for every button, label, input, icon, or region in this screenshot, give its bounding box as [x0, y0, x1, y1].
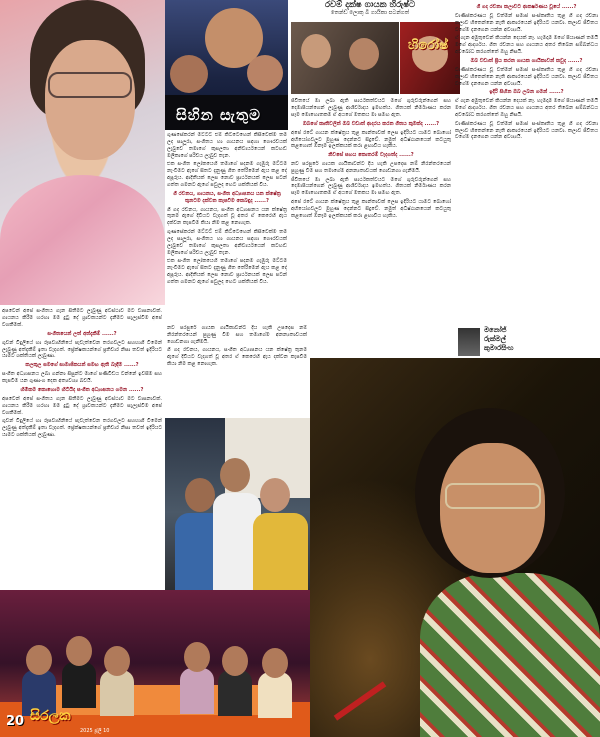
paragraph: එක සංගීත ලෝකයෙහි තමාගේ පදනම ගැඹුරු මට්ටම නැංවීමට ඇගේ සිතට දැනුණු ගීත තේරීමෙන් ඇය කළ දේ අපූරුය. ආදිතීයක් ලෙස නොව ප්‍රාර්ථනයක් ලෙස පටන් ගත්ත ගමනට ඇගේ පවුලද හෙට ශක්තියක් විය. — [167, 161, 287, 188]
author-name — [484, 326, 514, 353]
page-number: 20 — [6, 714, 25, 729]
paragraph: ගී ගද රචනය, ගායනය, සංගීත අධ්‍යාපනය යන ක්ෂේත්‍ර තුනම ඇගේ දිවියට වැදගත් වූ අතර ඒ කෙරෙහි ඇය දක්වන කැපවීම කියා නිම කළ නොහැක. — [167, 206, 287, 227]
paragraph: වාණිජකරණය වූ වත්මන් සමාජ සංස්කෘතිය තුළ ගී ගද රචනා කලාව හිතෙන්නෙ නැති ආකාරයෙන් ඉදිරියට යනවා. කලාව ජීවිතය වගේම දැනගෙන යන්න අවශ්‍යයි. — [455, 120, 598, 141]
duo-photo — [291, 22, 399, 94]
paragraph: ගුණසේකරන් මට්ටට් එම් කිට්ටෙහෙන් කිසිවෙක්ම තම ලද සාලූරා, සංගීතය හා ගායනය සඳහා ගෞරවයක් ලැබුවෙ තමාගේ කුසලතා අනිවාර්යයෙන් කටහඬ මලිකාගේ පරිචය ලැබුව තැන. — [167, 132, 287, 159]
star-name: හිරෝෂ් — [408, 38, 449, 53]
group-person-3-body — [253, 513, 308, 590]
question-heading: ඔබගේ කෘතිවලින් ඔබ වඩාත් ආදරය කරන ගීතය කුමක්ද ......? — [302, 120, 440, 127]
column-3 — [291, 98, 451, 323]
paragraph: ගුවන් විදුලියේ හා රූපවාහිනියේ පැවැත්වෙන තරගවලට සහභාගී වීමෙන් ලැබුණු අත්දැකීම් ඉතා වැදගත්. ප්‍රේක්ෂකයන්ගේ ප්‍රතිචාර නිසා තවත් ඉදිරියට යාමට ශක්තියක් ලැබුණා. — [2, 339, 162, 360]
stage-person-3-face — [104, 646, 130, 676]
portrait-glasses — [445, 483, 541, 509]
paragraph: වාණිජකරණය වූ වත්මන් සමාජ සංස්කෘතිය තුළ ගී ගද රචනා කලාව හිතෙන්නෙ නැති ආකාරයෙන් ඉදිරියට යනවා. කලාව ජීවිතය වගේම දැනගෙන යන්න අවශ්‍යයි. — [455, 12, 598, 33]
banner-title: සිහින සැතුම — [176, 106, 261, 124]
author-avatar — [458, 328, 480, 356]
portrait-face — [45, 40, 135, 160]
headline-line2: තෙන්ඩ් ලොකු බි ගායිකා පටන්ගත් — [330, 10, 410, 16]
headline-line1: රවම් දක්ෂ ගායක හිරුෂ්ට — [324, 0, 416, 10]
paragraph: ගුවන් විදුලියේ හා රූපවාහිනියේ පැවැත්වෙන තරගවලට සහභාගී වීමෙන් ලැබුණු අත්දැකීම් ඉතා වැදගත්. ප්‍රේක්ෂකයන්ගේ ප්‍රතිචාර නිසා තවත් ඉදිරියට යාමට ශක්තියක් ලැබුණා. — [2, 418, 162, 438]
question-heading: නිවසේ සහය කොතරම් වැදගත්ද ......? — [328, 152, 414, 159]
star-photo — [400, 22, 460, 94]
paragraph: අපවෙන් අපේ සංගීතය ගැන සිතීමට ලැබුණු අවස්ථාව මට වාසනාවක්. ගායනය කිරීම හරහා මම දුටු දේ ශ්‍රාවකයන්ට දැනීමට සැලැස්වීම අපේ වගකීමක්. — [2, 395, 162, 416]
author-name-line1: මනෝජ් — [484, 326, 507, 334]
stage-person-2-face — [66, 636, 92, 666]
paragraph: ගී ගද රචනය, ගායනය, සංගීත අධ්‍යාපනය යන ක්ෂේත්‍ර තුනම ඇගේ දිවියට වැදගත් වූ අතර ඒ කෙරෙහි ඇය දක්වන කැපවීම කියා නිම කළ නොහැක. — [167, 347, 307, 368]
stage-person-5-body — [218, 670, 252, 716]
paragraph: අපවෙන් අපේ සංගීතය ගැන සිතීමට ලැබුණු අවස්ථාව මට වාසනාවක්. ගායනය කිරීම හරහා මම දුටු දේ ශ්‍රාවකයන්ට දැනීමට සැලැස්වීම අපේ වගකීමක්. — [2, 308, 162, 328]
question-heading: ගී ගද රචනා කලාවට ආකර්ෂණය වූයේ ......? — [476, 4, 577, 10]
paragraph: නව පරපුරේ ගායක ගායිකාවන්ට දිය හැකි උපදෙස නම් නිරන්තරයෙන් පුහුණු වීම සහ තමාගේම අනන්‍යතාවයක් ගොඩනගා ගැනීමයි. — [167, 325, 307, 345]
paragraph: නව පරපුරේ ගායක ගායිකාවන්ට දිය හැකි උපදෙස නම් නිරන්තරයෙන් පුහුණු වීම සහ තමාගේම අනන්‍යතාවයක් ගොඩනගා ගැනීමයි. — [291, 161, 451, 175]
question-heading: සංගීතයෙන් ලත් අත්දැකීම් ......? — [47, 330, 117, 337]
paragraph: ඒ ගැන අමුතුවෙන් කියන්න දෙයක් නෑ. හැමදාම මගේ පියාණන් තමයි මගේ ආදර්ශය. ගීත රචනය සහ ගායනය අතර තිබෙන සම්බන්ධය අවබෝධ කරගත්තේ ඔහු නිසයි. — [455, 35, 598, 55]
paragraph: අපේ රටේ ගායන ක්ෂේත්‍රය තුළ කාන්තාවක් ලෙස ඉදිරියට යාමට බොහෝ අභියෝගවලට මුහුණ දෙන්නට සිදුවේ. නමුත් අධිෂ්ඨානයෙන් කටයුතු කළහොත් ඕනෑම ඉලක්කයක් කරා ළඟාවිය හැකිය. — [291, 129, 451, 150]
magazine-title: සිරලක — [30, 708, 71, 724]
portrait-dress — [420, 573, 600, 737]
duo-person-left — [301, 34, 331, 68]
paragraph: ගුණසේකරන් මට්ටට් එම් කිට්ටෙහෙන් කිසිවෙක්ම තම ලද සාලූරා, සංගීතය හා ගායනය සඳහා ගෞරවයක් ලැබුවෙ තමාගේ කුසලතා අනිවාර්යයෙන් කටහඬ මලිකාගේ පරිචය ලැබුව තැන. — [167, 228, 287, 256]
paragraph: ජීවිතයේ මා ලබා ඇති සාර්ථකත්වයට මගේ ගුරුවරුන්ගෙන් සහ දෙමාපියන්ගෙන් ලැබුණු ආශීර්වාදය ඉමහත්ය. ගීතයක් නිර්මාණය කරන සෑම මොහොතකම ඒ අයගේ මතකය මා සමඟ ඇත. — [291, 98, 451, 118]
column-2-lower — [167, 325, 307, 417]
group-person-3-face — [260, 478, 290, 512]
stage-person-2-body — [62, 662, 96, 708]
paragraph: ඒ ගැන අමුතුවෙන් කියන්න දෙයක් නෑ. හැමදාම මගේ පියාණන් තමයි මගේ ආදර්ශය. ගීත රචනය සහ ගායනය අතර තිබෙන සම්බන්ධය අවබෝධ කරගත්තේ ඔහු නිසයි. — [455, 98, 598, 119]
duo-person-right — [349, 38, 379, 70]
paragraph: එක සංගීත ලෝකයෙහි තමාගේ පදනම ගැඹුරු මට්ටම නැංවීමට ඇගේ සිතට දැනුණු ගීත තේරීමෙන් ඇය කළ දේ අපූරුය. ආදිතීයක් ලෙස නොව ප්‍රාර්ථනයක් ලෙස පටන් ගත්ත ගමනට ඇගේ පවුලද හෙට ශක්තියක් විය. — [167, 257, 287, 285]
question-heading: ඔබ වඩාත් ප්‍රිය කරන ගායක ගායිකාවන් කවුද ......? — [470, 57, 583, 64]
singer-portrait-photo — [0, 0, 165, 305]
stage-person-6-face — [262, 648, 288, 678]
column-1-lower — [2, 308, 162, 588]
portrait-dress — [0, 175, 165, 305]
banner-singer-right — [247, 55, 283, 91]
portrait-glasses — [48, 72, 132, 98]
stage-person-4-body — [180, 668, 214, 714]
author-name-line3: කුමාරසිංහ — [484, 344, 514, 352]
group-person-2-face — [220, 458, 250, 492]
stage-person-3-body — [100, 670, 134, 716]
question-heading: කලකුල සමගේ සාමාජිකයන් සමඟ ඇති බැඳීම ......? — [25, 362, 139, 369]
column-4 — [455, 2, 598, 322]
magazine-date: 2025 ජූලි 10 — [80, 728, 110, 734]
stage-person-5-face — [222, 646, 248, 676]
author-name-line2: රුක්මල් — [484, 335, 506, 343]
banner-singer-left — [170, 55, 208, 93]
group-person-1-face — [185, 478, 215, 512]
question-heading: ඉදිරි සිහින ඔබ ලබන ගමන් ......? — [489, 89, 564, 96]
group-photo — [165, 418, 310, 590]
question-heading: හිමිකම කොහොම හිටියිද සංගීත අධ්‍යාපනය ගමන ......? — [20, 387, 144, 394]
paragraph: වාණිජකරණය වූ වත්මන් සමාජ සංස්කෘතිය තුළ ගී ගද රචනා කලාව හිතෙන්නෙ නැති ආකාරයෙන් ඉදිරියට යනවා. කලාව ජීවිතය වගේම දැනගෙන යන්න අවශ්‍යයි. — [455, 66, 598, 87]
paragraph: අපේ රටේ ගායන ක්ෂේත්‍රය තුළ කාන්තාවක් ලෙස ඉදිරියට යාමට බොහෝ අභියෝගවලට මුහුණ දෙන්නට සිදුවේ. නමුත් අධිෂ්ඨානයෙන් කටයුතු කළහොත් ඕනෑම ඉලක්කයක් කරා ළඟාවිය හැකිය. — [291, 198, 451, 219]
stage-person-4-face — [184, 642, 210, 672]
article-headline — [290, 0, 450, 20]
paragraph: ජීවිතයේ මා ලබා ඇති සාර්ථකත්වයට මගේ ගුරුවරුන්ගෙන් සහ දෙමාපියන්ගෙන් ලැබුණු ආශීර්වාදය ඉමහත්ය. ගීතයක් නිර්මාණය කරන සෑම මොහොතකම ඒ අයගේ මතකය මා සමඟ ඇත. — [291, 176, 451, 197]
stage-person-1-face — [26, 645, 52, 675]
paragraph: සංගීත අධ්‍යාපනය ලබා ගන්නා සිසුන්ට මාගේ පණිවිඩය වන්නේ ඉවසීම සහ කැපවීම යන ගුණාංග දෙක අත්‍යවශ්‍ය බවයි. — [2, 371, 162, 385]
writing-portrait-photo — [310, 358, 600, 737]
question-heading: ගී රචනය, ගායනය, සංගීත අධ්‍යාපනය යන ක්ෂේත්‍ර තුනටම දක්වන කැපවීම කෙබඳුද ......? — [173, 190, 281, 204]
stage-person-6-body — [258, 672, 292, 718]
